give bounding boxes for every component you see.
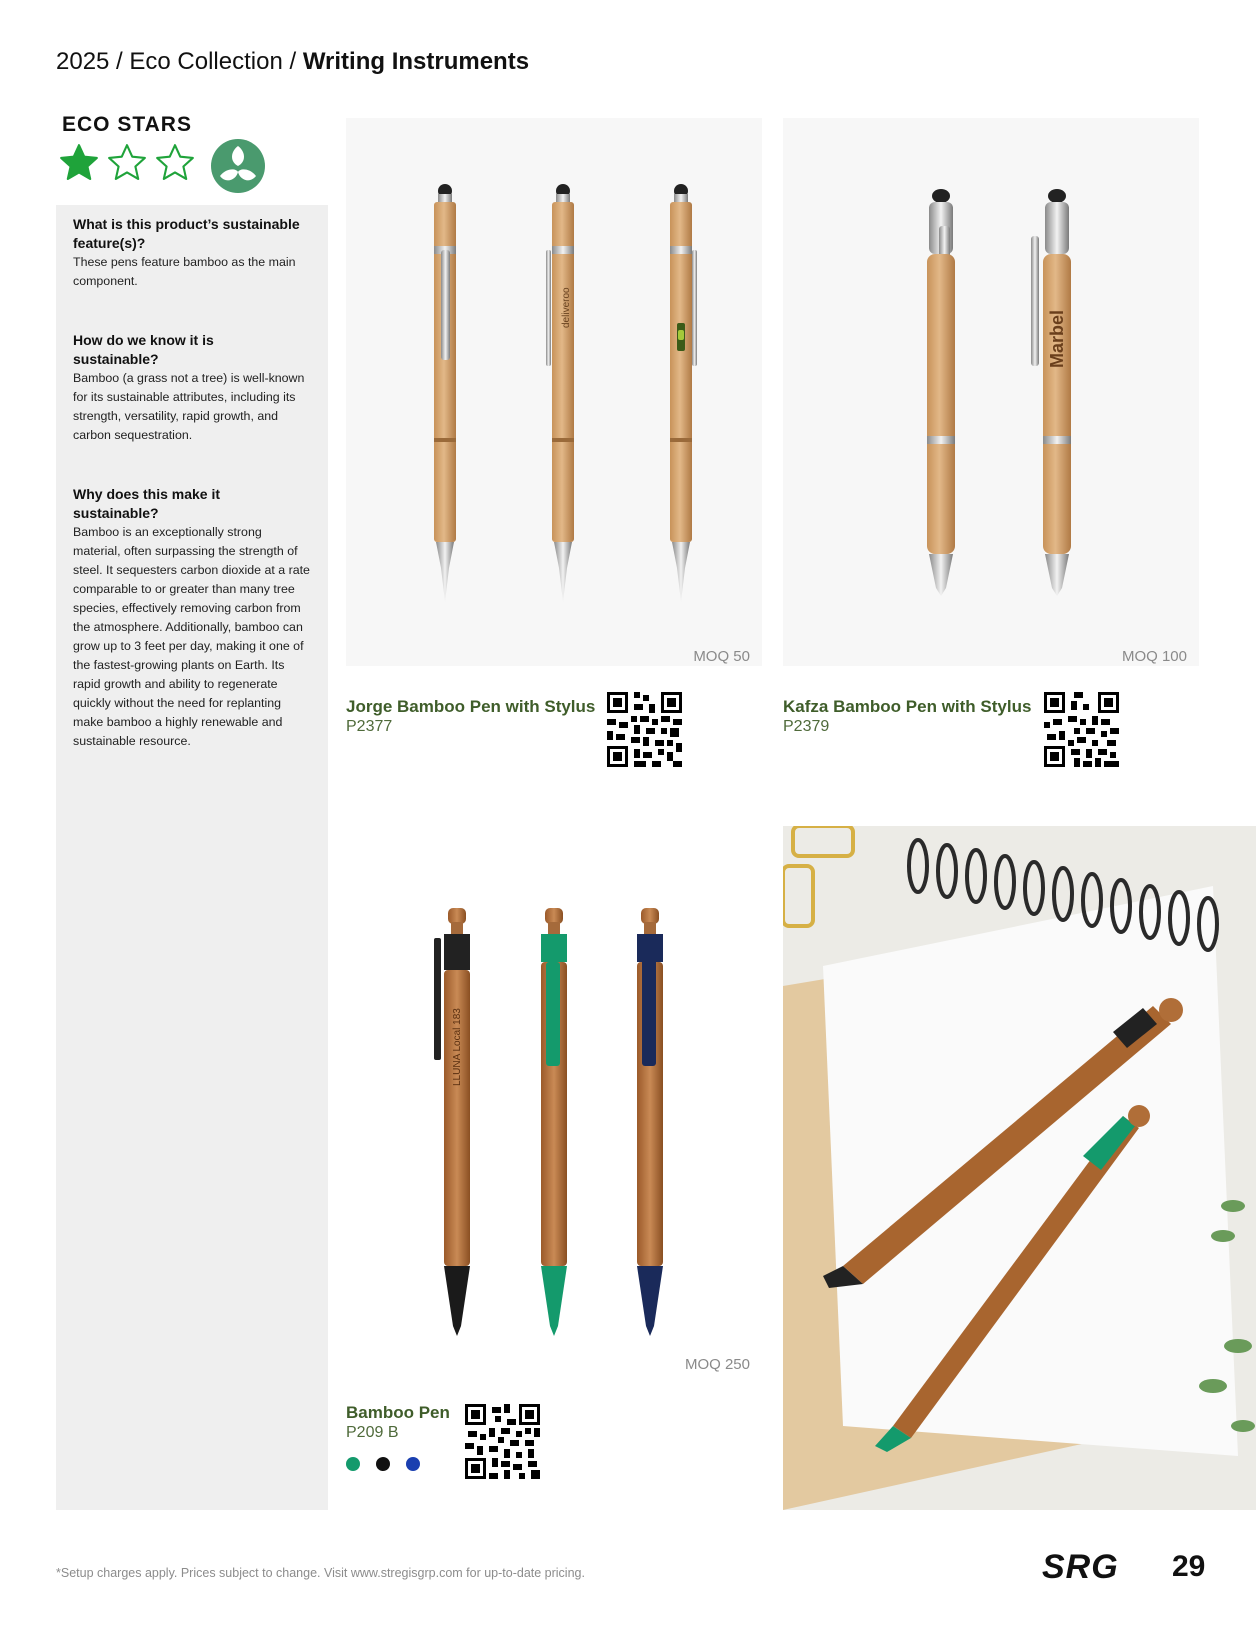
pen-black [434,908,470,1336]
pen-2 [1031,189,1071,596]
pen-imprint-deliveroo: deliveroo [561,287,572,328]
brand-logo: SRG [1042,1548,1119,1586]
lifestyle-photo [783,826,1256,1510]
faq-answer: Bamboo is an exceptionally strong material, often surpassing the strength of steel. It sequesters carbon dioxide at a rate comparable to or greater than many tree species, effectively removing carbon from the atmosphere. Additionally, bamboo can grow up to 3 feet per day, making it one of the fastest-growing plants on Earth. Its rapid growth and ability to regenerate quickly without the need for replanting make bamboo a highly renewable and sustainable resource. [73,525,310,748]
color-swatch-blue[interactable] [406,1457,420,1471]
pen-1 [434,184,456,602]
product-photo-kafza [783,118,1199,666]
breadcrumb-current: Writing Instruments [302,48,530,75]
star-filled-icon [58,142,100,184]
pen-imprint-luna: LLUNA Local 183 [452,1008,463,1086]
faq-question: How do we know it is sustainable? [73,332,214,367]
product-photo-bamboo-pen [346,826,762,1373]
faq-question: Why does this make it sustainable? [73,486,221,521]
eco-stars-title: ECO STARS [62,113,192,136]
pen-3 [670,184,697,602]
pen-2 [546,184,574,602]
notebook-with-pens-illustration [783,826,1256,1510]
footer-disclaimer: *Setup charges apply. Prices subject to change. Visit www.stregisgrp.com for up-to-date pricing. [56,1566,585,1580]
product-code: P209 B [346,1424,399,1441]
recycle-leaf-icon [210,138,266,194]
breadcrumb [56,48,529,76]
bamboo-pens-illustration [346,826,762,1366]
qr-code-icon[interactable] [1044,692,1119,767]
product-photo-jorge [346,118,762,666]
pen-blue [637,908,663,1336]
product-name: Jorge Bamboo Pen with Stylus [346,697,596,716]
qr-code-icon[interactable] [465,1404,540,1479]
qr-code-icon[interactable] [607,692,682,767]
color-swatch-green[interactable] [346,1457,360,1471]
product-name: Kafza Bamboo Pen with Stylus [783,697,1032,716]
faq-answer: These pens feature bamboo as the main component. [73,255,296,288]
moq-label: MOQ 100 [1121,648,1187,665]
star-empty-icon [106,142,148,184]
bamboo-stylus-pens-illustration [346,118,762,666]
page-number: 29 [1172,1550,1206,1583]
pen-green [541,908,567,1336]
product-name: Bamboo Pen [346,1403,450,1422]
faq-answer: Bamboo (a grass not a tree) is well-known for its sustainable attributes, including its strength, versatility, rapid growth, and carbon sequestration. [73,371,305,442]
pen-1 [927,189,955,596]
eco-star-rating [58,142,196,184]
star-empty-icon [154,142,196,184]
faq-question: What is this product’s sustainable feature(s)? [73,216,300,251]
pen-imprint-marbel: Marbel [1047,309,1067,368]
product-code: P2377 [346,718,393,735]
moq-label: MOQ 250 [684,1356,750,1373]
moq-label: MOQ 50 [693,648,750,665]
bamboo-stylus-pens-illustration [783,118,1199,666]
product-code: P2379 [783,718,830,735]
color-swatch-black[interactable] [376,1457,390,1471]
sustainability-panel [56,205,328,1510]
breadcrumb-path: 2025 / Eco Collection / [56,48,303,75]
